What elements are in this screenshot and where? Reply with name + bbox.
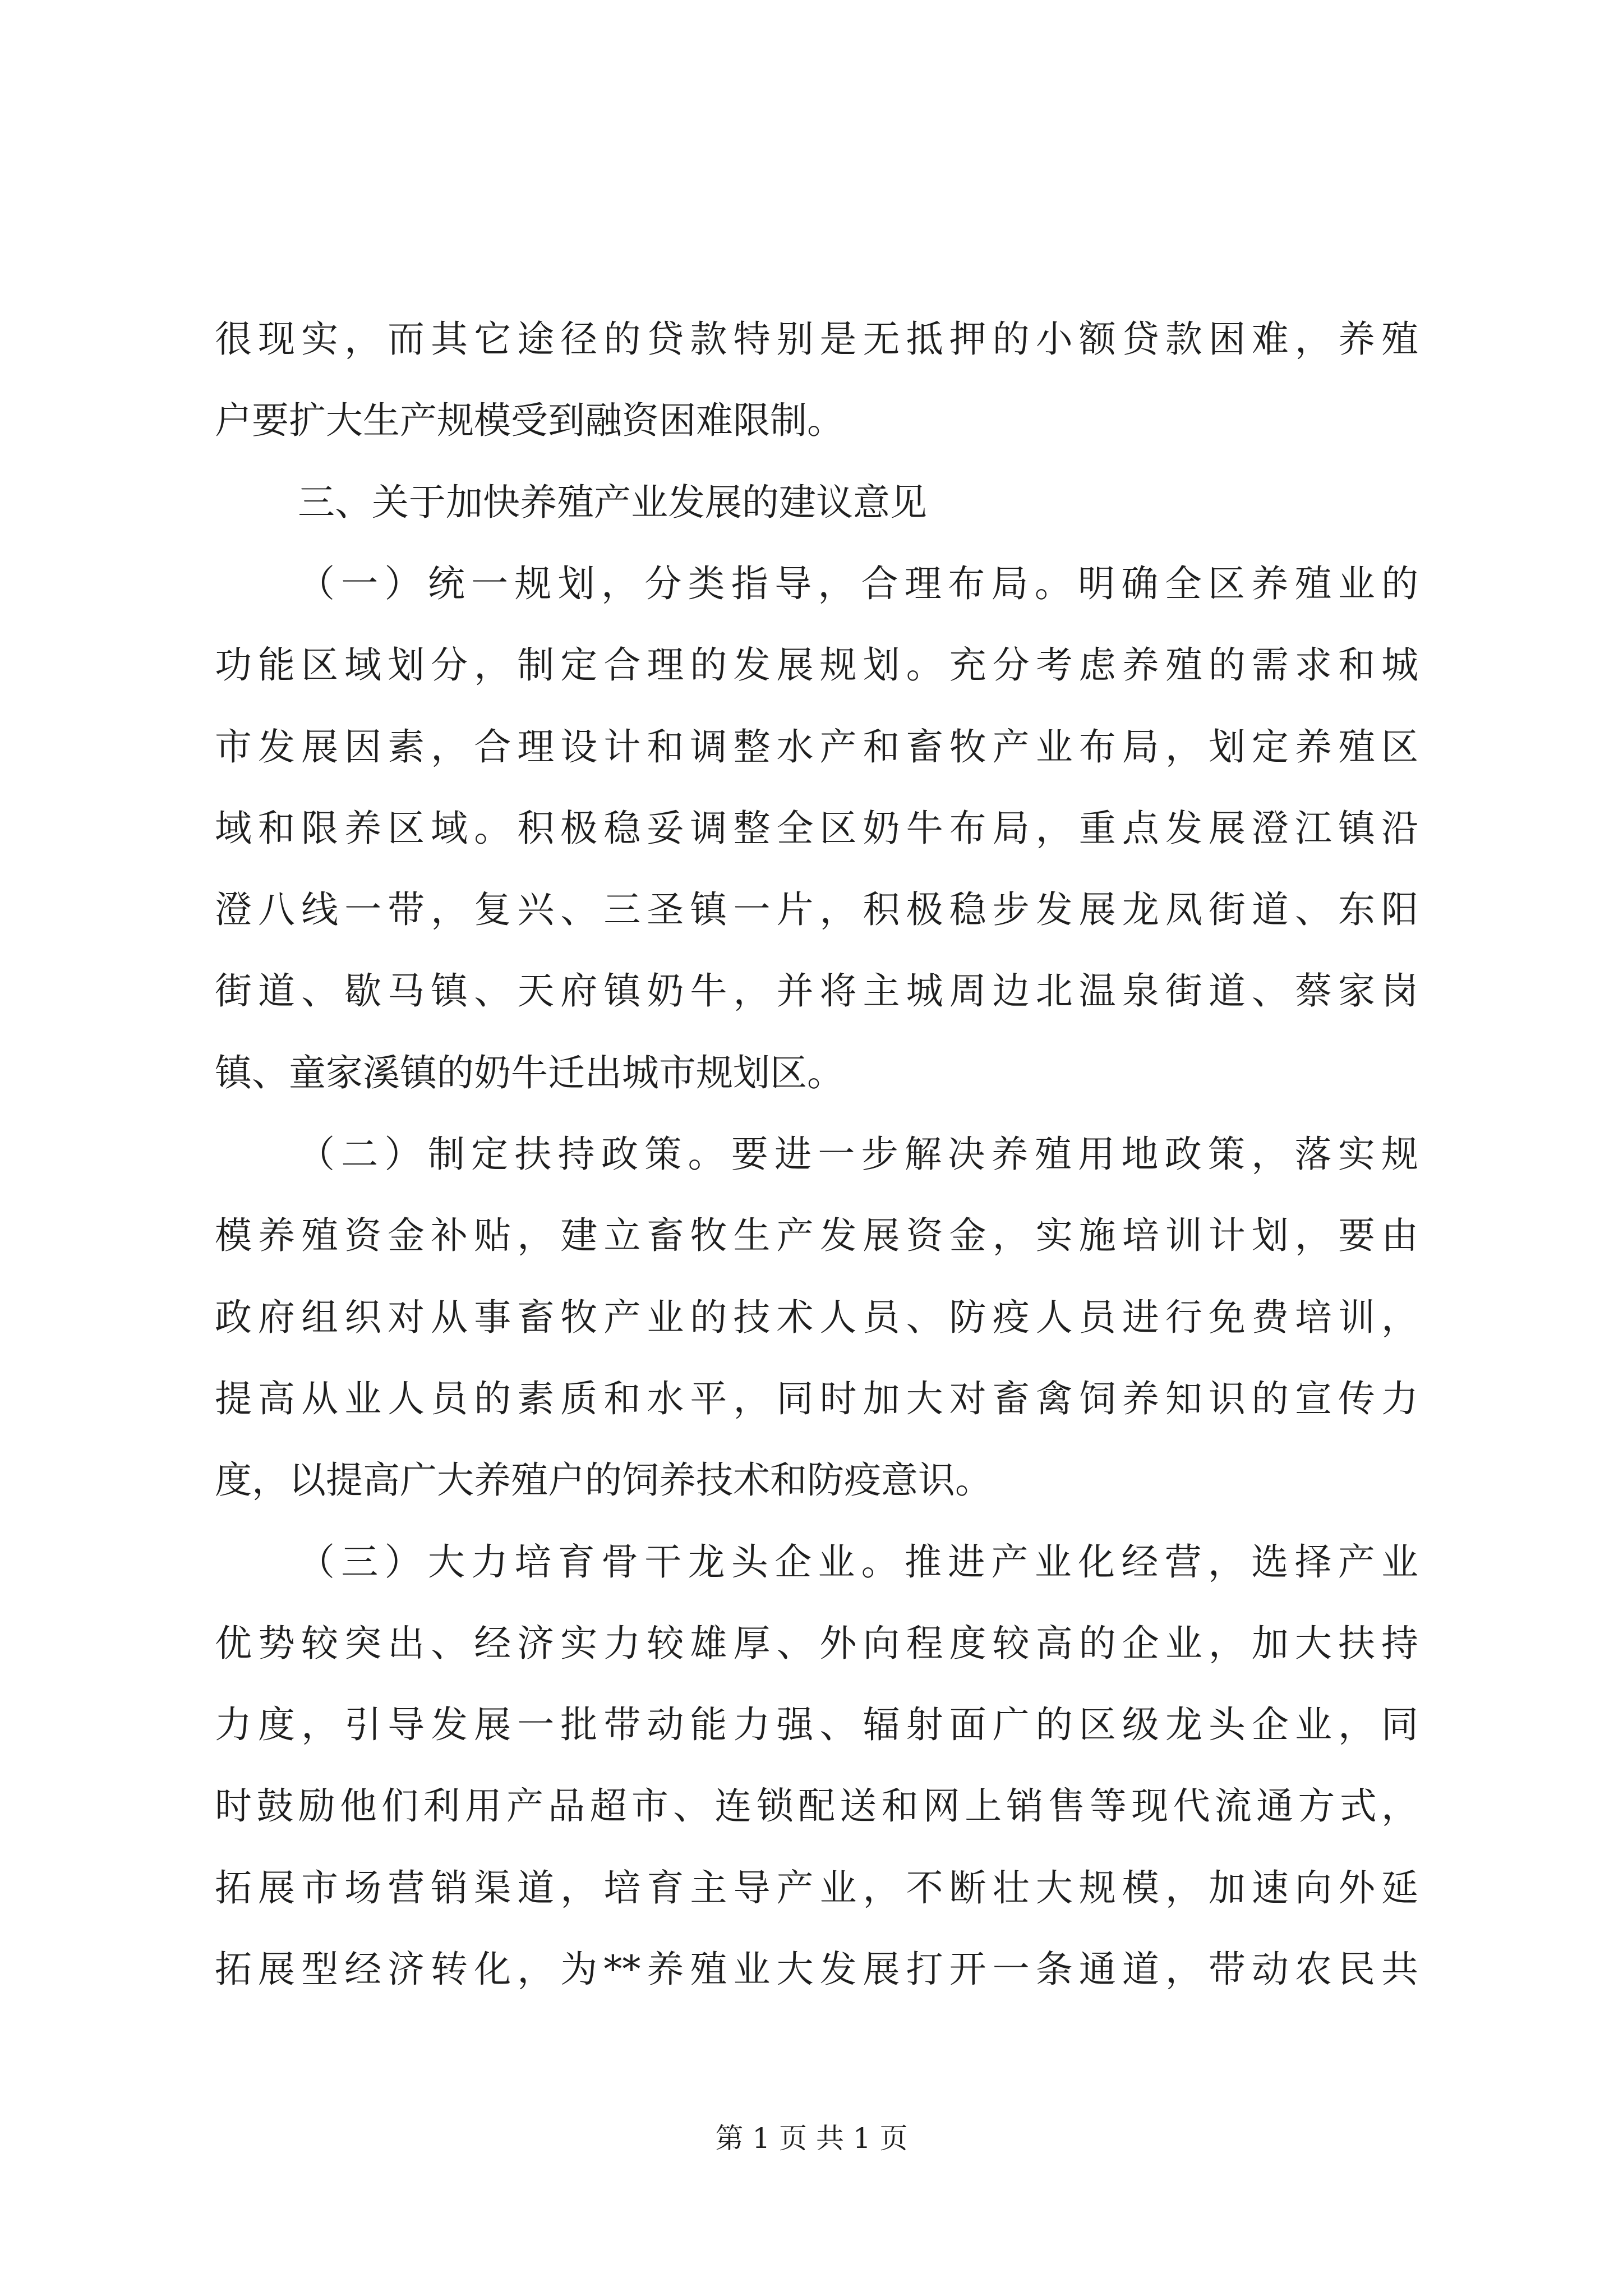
body-line: 澄八线一带，复兴、三圣镇一片，积极稳步发展龙凤街道、东阳 (215, 888, 1418, 931)
body-line: （二）制定扶持政策。要进一步解决养殖用地政策，落实规 (298, 1133, 1418, 1176)
body-line: 拓展型经济转化，为**养殖业大发展打开一条通道，带动农民共 (215, 1948, 1418, 1991)
body-line: 力度，引导发展一批带动能力强、辐射面广的区级龙头企业，同 (215, 1703, 1418, 1746)
body-line: （三）大力培育骨干龙头企业。推进产业化经营，选择产业 (298, 1540, 1418, 1584)
body-line: 优势较突出、经济实力较雄厚、外向程度较高的企业，加大扶持 (215, 1622, 1418, 1665)
body-line: 市发展因素，合理设计和调整水产和畜牧产业布局，划定养殖区 (215, 725, 1418, 769)
body-line: 度，以提高广大养殖户的饲养技术和防疫意识。 (215, 1458, 992, 1502)
body-line: 镇、童家溪镇的奶牛迁出城市规划区。 (215, 1051, 844, 1094)
body-line: 街道、歇马镇、天府镇奶牛，并将主城周边北温泉街道、蔡家岗 (215, 969, 1418, 1013)
section-heading: 三、关于加快养殖产业发展的建议意见 (298, 481, 927, 524)
body-line: 拓展市场营销渠道，培育主导产业，不断壮大规模，加速向外延 (215, 1866, 1418, 1910)
body-line: 时鼓励他们利用产品超市、连锁配送和网上销售等现代流通方式， (215, 1784, 1418, 1828)
body-line: 政府组织对从事畜牧产业的技术人员、防疫人员进行免费培训， (215, 1296, 1418, 1339)
body-line: 户要扩大生产规模受到融资困难限制。 (215, 399, 844, 442)
body-line: （一）统一规划，分类指导，合理布局。明确全区养殖业的 (298, 562, 1418, 605)
body-line: 功能区域划分，制定合理的发展规划。充分考虑养殖的需求和城 (215, 643, 1418, 687)
page-footer: 第 1 页 共 1 页 (715, 2122, 908, 2155)
body-line: 提高从业人员的素质和水平，同时加大对畜禽饲养知识的宣传力 (215, 1377, 1418, 1420)
body-line: 域和限养区域。积极稳妥调整全区奶牛布局，重点发展澄江镇沿 (215, 807, 1418, 850)
body-line: 模养殖资金补贴，建立畜牧生产发展资金，实施培训计划，要由 (215, 1214, 1418, 1257)
body-line: 很现实，而其它途径的贷款特别是无抵押的小额贷款困难，养殖 (215, 318, 1418, 361)
